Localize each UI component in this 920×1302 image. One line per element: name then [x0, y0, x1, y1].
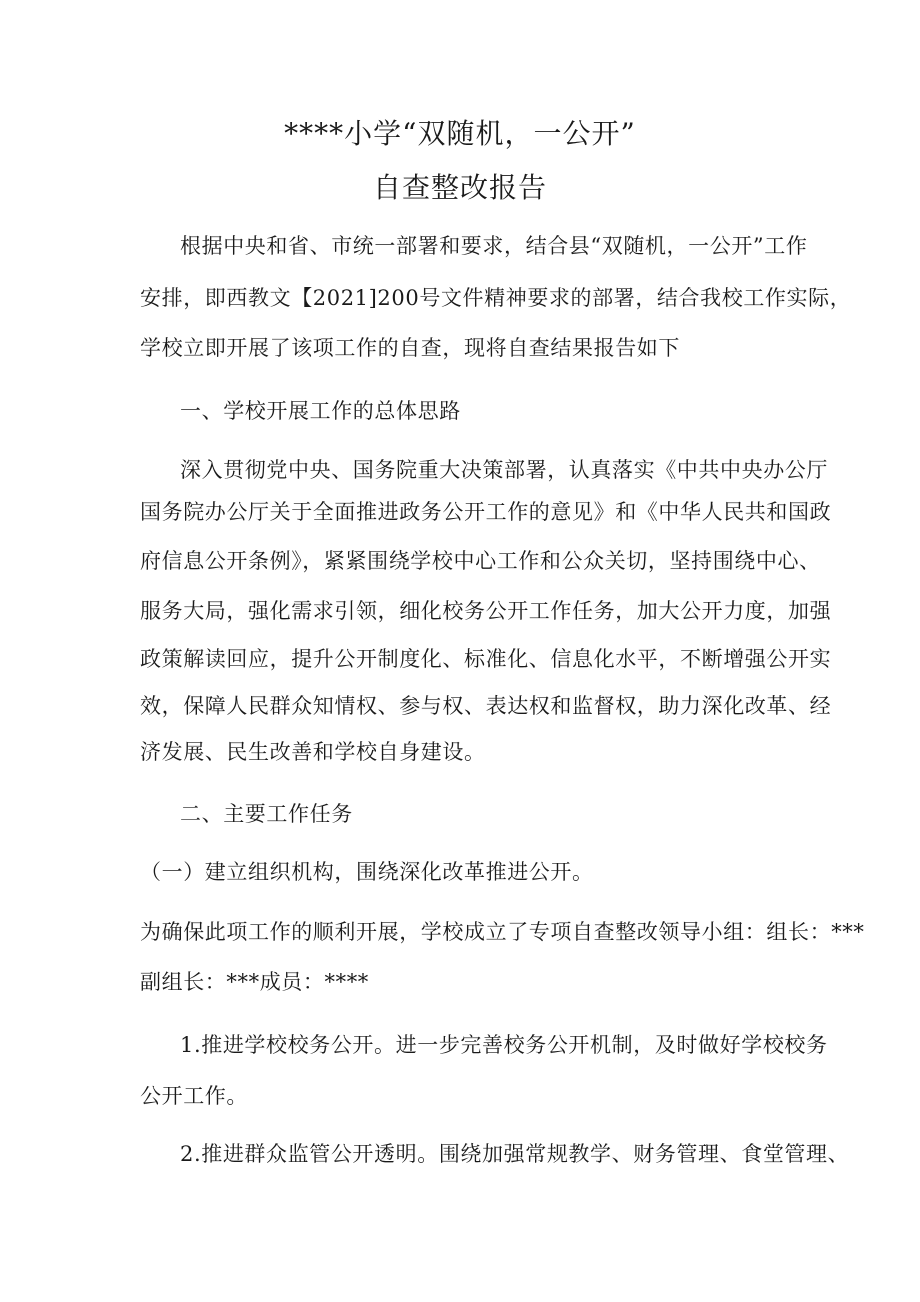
section-heading-2: 二、主要工作任务 — [180, 802, 353, 826]
paragraph-line: 政策解读回应，提升公开制度化、标准化、信息化水平，不断增强公开实 — [140, 647, 832, 671]
section-heading-1: 一、学校开展工作的总体思路 — [180, 399, 461, 423]
paragraph-line: 学校立即开展了该项工作的自查，现将自查结果报告如下 — [140, 336, 680, 360]
paragraph-line: 1.推进学校校务公开。进一步完善校务公开机制，及时做好学校校务 — [180, 1033, 828, 1057]
subsection-heading-1: （一）建立组织机构，围绕深化改革推进公开。 — [140, 860, 594, 884]
paragraph-line: 根据中央和省、市统一部署和要求，结合县“双随机，一公开”工作 — [180, 234, 808, 258]
paragraph-line: 安排，即西教文【2021]200号文件精神要求的部署，结合我校工作实际， — [140, 286, 852, 310]
paragraph-line: 2.推进群众监管公开透明。围绕加强常规教学、财务管理、食堂管理、 — [180, 1142, 850, 1166]
paragraph-line: 济发展、民生改善和学校自身建设。 — [140, 740, 486, 764]
paragraph-line: 为确保此项工作的顺利开展，学校成立了专项自查整改领导小组：组长：*** — [140, 920, 865, 944]
document-title-line2: 自查整改报告 — [372, 171, 547, 204]
paragraph-line: 府信息公开条例》，紧紧围绕学校中心工作和公众关切，坚持围绕中心、 — [140, 549, 821, 573]
paragraph-line: 国务院办公厅关于全面推进政务公开工作的意见》和《中华人民共和国政 — [140, 500, 832, 524]
paragraph-line: 服务大局，强化需求引领，细化校务公开工作任务，加大公开力度，加强 — [140, 599, 832, 623]
paragraph-line: 效，保障人民群众知情权、参与权、表达权和监督权，助力深化改革、经 — [140, 694, 832, 718]
document-title-line1: ****小学“双随机，一公开” — [284, 117, 636, 150]
paragraph-line: 深入贯彻党中央、国务院重大决策部署，认真落实《中共中央办公厅 — [180, 458, 828, 482]
paragraph-line: 副组长：***成员：**** — [140, 970, 369, 994]
paragraph-line: 公开工作。 — [140, 1084, 248, 1108]
